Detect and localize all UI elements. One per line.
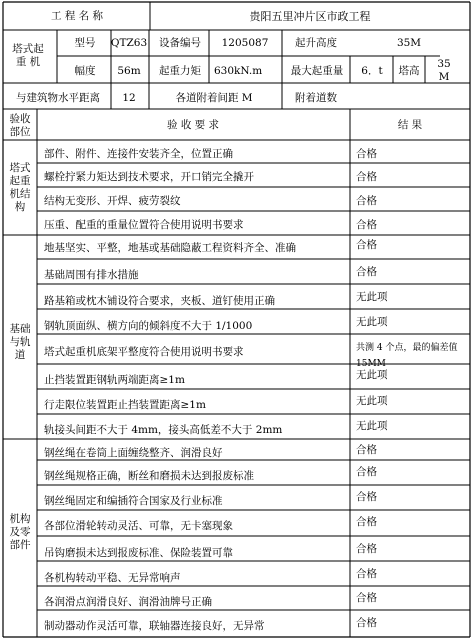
wall-tie-count-label: 附着道数: [295, 92, 337, 104]
requirement-text: 各润滑点润滑良好、润滑油牌号正确: [44, 596, 212, 608]
result-column-header: 结 果: [397, 119, 423, 131]
device-number-label: 设备编号: [159, 37, 201, 49]
requirement-text: 压重、配重的重量位置符合使用说明书要求: [44, 219, 244, 231]
max-weight-value: 6．t: [361, 65, 383, 77]
result-text: 无此项: [356, 420, 388, 432]
amplitude-value: 56m: [117, 65, 141, 77]
requirement-column-header: 验 收 要 求: [166, 119, 220, 131]
result-text: 合格: [356, 148, 377, 160]
result-text: 合格: [356, 543, 377, 555]
result-text: 合格: [356, 466, 377, 478]
result-text: 无此项: [356, 395, 388, 407]
requirement-text: 基础周围有排水措施: [44, 269, 139, 281]
result-text: 合格: [356, 592, 377, 604]
requirement-text: 制动器动作灵活可靠，联轴器连接良好，无异常: [44, 620, 265, 632]
section-label-mechanism-parts: 机构及零部件: [9, 513, 31, 551]
requirement-text: 结构无变形、开焊、疲劳裂纹: [44, 195, 181, 207]
requirement-text: 行走限位装置距止挡装置距离≥1m: [44, 399, 206, 411]
moment-value: 630kN.m: [214, 65, 263, 77]
horizontal-distance-value: 12: [122, 92, 136, 104]
model-value: QTZ63: [110, 37, 148, 49]
requirement-text: 钢丝绳固定和编插符合国家及行业标准: [44, 495, 223, 507]
max-weight-label: 最大起重量: [290, 65, 344, 77]
requirement-text: 吊钩磨损未达到报废标准、保险装置可靠: [44, 547, 233, 559]
project-name-label: 工 程 名 称: [50, 10, 104, 22]
result-text: 无此项: [356, 316, 388, 328]
result-text: 共测 4 个点，最的偏差值 15MM: [356, 343, 458, 369]
result-text: 合格: [356, 171, 377, 183]
model-label: 型号: [74, 37, 96, 49]
lift-height-label: 起升高度: [295, 37, 337, 49]
requirement-text: 路基箱或枕木铺设符合要求，夹板、道钉使用正确: [44, 295, 275, 307]
requirement-text: 塔式起重机底架平整度符合使用说明书要求: [44, 346, 244, 358]
result-text: 合格: [356, 516, 377, 528]
result-text: 合格: [356, 568, 377, 580]
horizontal-distance-label: 与建筑物水平距离: [16, 92, 100, 104]
section-label-crane-structure: 塔式起重机结构: [9, 162, 31, 213]
requirement-text: 地基坚实、平整，地基或基础隐蔽工程资料齐全、准确: [44, 242, 296, 254]
device-number-value: 1205087: [221, 37, 269, 49]
crane-type-label: 塔式起重 机: [12, 43, 44, 68]
result-text: 合格: [356, 195, 377, 207]
result-text: 合格: [356, 266, 377, 278]
section-label-foundation-track: 基础与轨道: [9, 323, 31, 361]
tower-height-label: 塔高: [398, 65, 420, 77]
requirement-text: 钢丝绳规格正确，断丝和磨损未达到报废标准: [44, 470, 254, 482]
result-text: 无此项: [356, 291, 388, 303]
requirement-text: 螺栓拧紧力矩达到技术要求，开口销完全撬开: [44, 171, 254, 183]
tower-height-value: 35 M: [437, 58, 451, 83]
result-text: 合格: [356, 444, 377, 456]
requirement-text: 部件、附件、连接件安装齐全，位置正确: [44, 148, 233, 160]
lift-height-value: 35M: [396, 37, 422, 49]
requirement-text: 钢丝绳在卷筒上面缠绕整齐、润滑良好: [44, 447, 223, 459]
part-column-header: 验收部位: [9, 113, 31, 138]
requirement-text: 钢轨顶面纵、横方向的倾斜度不大于 1/1000: [44, 320, 253, 332]
result-text: 合格: [356, 491, 377, 503]
amplitude-label: 幅度: [74, 65, 96, 77]
requirement-text: 止挡装置距钢轨两端距离≥1m: [44, 374, 185, 386]
wall-tie-interval-label: 各道附着间距 M: [175, 92, 253, 104]
requirement-text: 轨接头间距不大于 4mm，接头高低差不大于 2mm: [44, 424, 283, 436]
result-text: 合格: [356, 219, 377, 231]
result-text: 合格: [356, 239, 377, 251]
project-name-value: 贵阳五里冲片区市政工程: [249, 10, 371, 23]
requirement-text: 各部位滑轮转动灵活、可靠，无卡塞现象: [44, 520, 233, 532]
requirement-text: 各机构转动平稳、无异常响声: [44, 572, 181, 584]
moment-label: 起重力矩: [159, 65, 201, 77]
result-text: 合格: [356, 617, 377, 629]
result-text: 无此项: [356, 369, 388, 381]
